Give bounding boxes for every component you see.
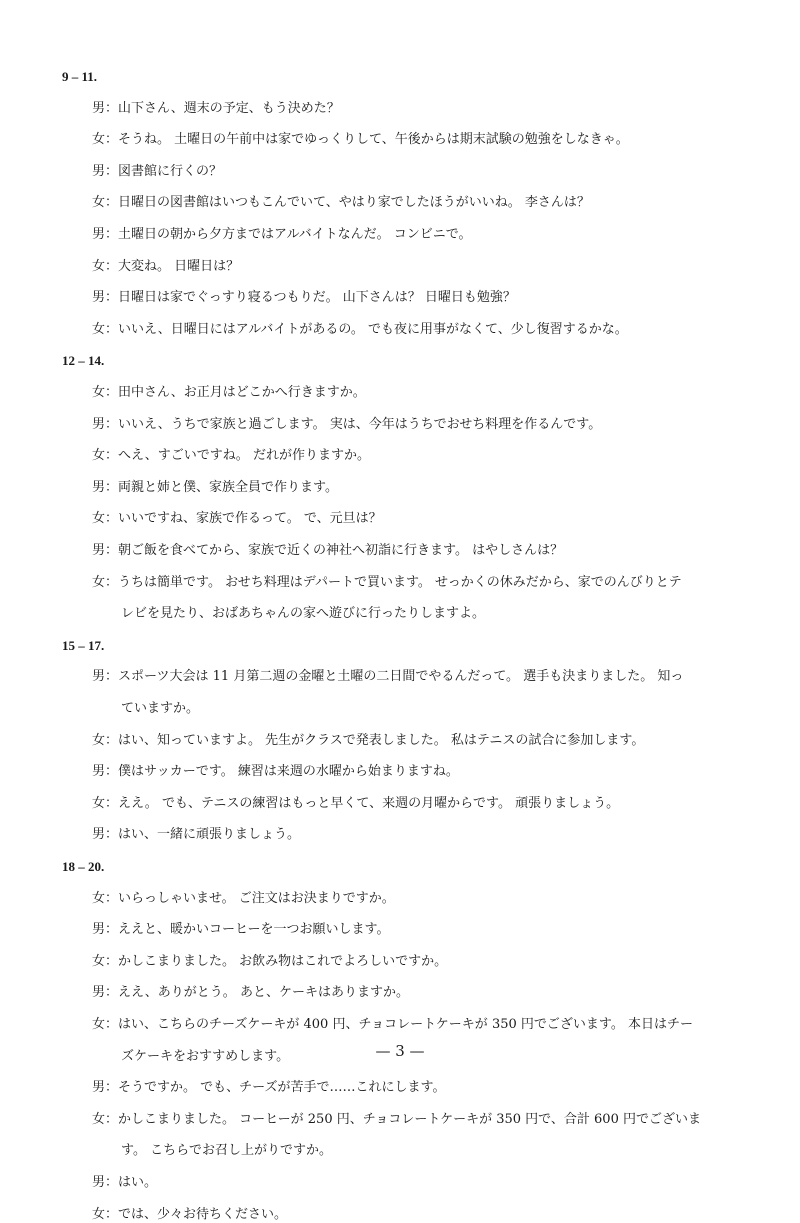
dialogue-line: [92, 1207, 752, 1223]
speaker-label: 男: [92, 479, 106, 495]
speaker-colon: ：: [105, 764, 119, 780]
speaker-label: 女: [92, 195, 106, 211]
speaker-colon: ：: [105, 890, 119, 906]
dialogue-line: [92, 132, 752, 148]
speaker-colon: ：: [105, 922, 119, 938]
speaker-label: 女: [92, 1017, 106, 1032]
speaker-label: 男: [92, 669, 106, 685]
speaker-colon: ：: [105, 732, 119, 748]
speaker-label: 女: [92, 1111, 106, 1127]
dialogue-line: [92, 1175, 752, 1191]
dialogue-text: ええ。 でも、テニスの練習はもっと早くて、来週の月曜からです。 頑張りましょう。: [118, 795, 620, 811]
dialogue-text: かしこまりました。 コーヒーが 250 円、チョコレートケーキが 350 円で、合計 600 円でございま: [118, 1111, 701, 1127]
speaker-colon: ：: [105, 511, 119, 527]
dialogue-line: [92, 195, 752, 211]
dialogue-text: そうですか。 でも、チーズが苦手で……これにします。: [118, 1080, 446, 1096]
speaker-colon: ：: [105, 385, 119, 400]
dialogue-text: へえ、すごいですね。 だれが作りますか。: [118, 448, 370, 464]
speaker-label: 女: [92, 795, 106, 811]
dialogue-line: [92, 1080, 752, 1096]
speaker-colon: ：: [105, 227, 119, 242]
dialogue-line: [92, 985, 752, 1001]
dialogue-line: [92, 891, 752, 907]
dialogue-continuation: ていますか。: [121, 701, 200, 716]
speaker-label: 男: [92, 290, 106, 306]
dialogue-line: [92, 259, 752, 275]
dialogue-text: 図書館に行くの？: [118, 163, 223, 179]
speaker-label: 女: [92, 511, 106, 527]
speaker-colon: ：: [105, 290, 119, 306]
speaker-label: 男: [92, 1080, 106, 1096]
speaker-colon: ：: [105, 132, 119, 148]
page-number: — 3 —: [375, 1042, 425, 1060]
speaker-label: 男: [92, 827, 106, 843]
dialogue-line: [92, 448, 752, 464]
speaker-colon: ：: [105, 448, 119, 464]
section-number: 15 – 17.: [62, 637, 105, 653]
dialogue-text: いいですね、家族で作るって。 で、元旦は？: [118, 511, 382, 527]
speaker-colon: ：: [105, 1017, 119, 1032]
dialogue-text: かしこまりました。 お飲み物はこれでよろしいですか。: [118, 953, 448, 969]
speaker-label: 男: [92, 543, 106, 558]
dialogue-line: [92, 543, 752, 559]
speaker-label: 男: [92, 227, 106, 242]
dialogue-text: 両親と姉と僕、家族全員で作ります。: [118, 479, 338, 495]
dialogue-line: [92, 480, 752, 496]
dialogue-line: [92, 827, 752, 843]
dialogue-line: [92, 733, 752, 749]
dialogue-line: [92, 417, 752, 433]
speaker-colon: ：: [105, 1111, 119, 1127]
speaker-label: 女: [92, 321, 106, 337]
speaker-label: 男: [92, 985, 106, 1001]
dialogue-text: はい、一緒に頑張りましょう。: [118, 827, 301, 843]
speaker-label: 女: [92, 132, 106, 148]
dialogue-text: 僕はサッカーです。 練習は来週の水曜から始まりますね。: [118, 764, 459, 780]
dialogue-text: 朝ご飯を食べてから、家族で近くの神社へ初詣に行きます。 はやしさんは？: [118, 543, 564, 558]
dialogue-continuation: レビを見たり、おばあちゃんの家へ遊びに行ったりしますよ。: [121, 606, 486, 622]
dialogue-line: [92, 1112, 752, 1128]
dialogue-line: [92, 669, 752, 685]
dialogue-line: [92, 290, 752, 306]
speaker-label: 女: [92, 953, 106, 969]
dialogue-text: ええと、暖かいコーヒーを一つお願いします。: [118, 922, 390, 938]
dialogue-text: いいえ、日曜日にはアルバイトがあるの。 でも夜に用事がなくて、少し復習するかな。: [118, 321, 628, 337]
speaker-colon: ：: [105, 195, 119, 211]
dialogue-line: [92, 796, 752, 812]
speaker-colon: ：: [105, 795, 119, 811]
dialogue-text: 土曜日の朝から夕方まではアルバイトなんだ。 コンビニで。: [118, 227, 472, 242]
speaker-label: 女: [92, 1206, 106, 1222]
dialogue-text: 田中さん、お正月はどこかへ行きますか。: [118, 385, 366, 400]
speaker-label: 男: [92, 163, 106, 179]
dialogue-text: スポーツ大会は 11 月第二週の金曜と土曜の二日間でやるんだって。 選手も決まりました。 知っ: [118, 669, 684, 685]
speaker-label: 女: [92, 574, 106, 590]
speaker-colon: ：: [105, 100, 119, 116]
speaker-label: 女: [92, 890, 106, 906]
speaker-colon: ：: [105, 416, 119, 432]
dialogue-line: [92, 922, 752, 938]
dialogue-text: そうね。 土曜日の午前中は家でゆっくりして、午後からは期末試験の勉強をしなきゃ。: [118, 132, 629, 148]
dialogue-line: [92, 575, 752, 591]
speaker-colon: ：: [105, 258, 119, 274]
speaker-colon: ：: [105, 1175, 119, 1190]
speaker-label: 女: [92, 448, 106, 464]
dialogue-text: ええ、ありがとう。 あと、ケーキはありますか。: [118, 985, 409, 1001]
dialogue-line: [92, 511, 752, 527]
speaker-colon: ：: [105, 574, 119, 590]
dialogue-continuation: す。 こちらでお召し上がりですか。: [121, 1143, 332, 1159]
speaker-label: 女: [92, 258, 106, 274]
speaker-label: 男: [92, 416, 106, 432]
dialogue-line: [92, 322, 752, 338]
speaker-label: 女: [92, 732, 106, 748]
dialogue-text: はい、知っていますよ。 先生がクラスで発表しました。 私はテニスの試合に参加します。: [118, 732, 645, 748]
speaker-label: 男: [92, 100, 106, 116]
dialogue-line: [92, 1017, 752, 1033]
dialogue-text: いいえ、うちで家族と過ごします。 実は、今年はうちでおせち料理を作るんです。: [118, 416, 602, 432]
speaker-colon: ：: [105, 1080, 119, 1096]
section-number: 12 – 14.: [62, 353, 105, 369]
speaker-label: 女: [92, 385, 106, 400]
dialogue-text: いらっしゃいませ。 ご注文はお決まりですか。: [118, 890, 395, 906]
dialogue-line: [92, 954, 752, 970]
speaker-colon: ：: [105, 953, 119, 969]
dialogue-text: はい、こちらのチーズケーキが 400 円、チョコレートケーキが 350 円でございます。 本日はチー: [118, 1017, 693, 1032]
dialogue-text: 大変ね。 日曜日は？: [118, 258, 240, 274]
speaker-colon: ：: [105, 543, 119, 558]
dialogue-line: [92, 227, 752, 243]
speaker-colon: ：: [105, 827, 119, 843]
section-number: 9 – 11.: [62, 69, 98, 84]
speaker-colon: ：: [105, 1206, 119, 1222]
dialogue-text: うちは簡単です。 おせち料理はデパートで買います。 せっかくの休みだから、家でのんびりとテ: [118, 574, 682, 590]
dialogue-line: [92, 385, 752, 401]
dialogue-text: はい。: [118, 1175, 158, 1190]
speaker-colon: ：: [105, 163, 119, 179]
speaker-label: 男: [92, 922, 106, 938]
speaker-colon: ：: [105, 985, 119, 1001]
dialogue-text: 日曜日は家でぐっすり寝るつもりだ。 山下さんは？ 日曜日も勉強？: [118, 290, 516, 306]
speaker-label: 男: [92, 1175, 106, 1190]
speaker-colon: ：: [105, 321, 119, 337]
speaker-colon: ：: [105, 669, 119, 685]
dialogue-line: [92, 101, 752, 117]
dialogue-text: 日曜日の図書館はいつもこんでいて、やはり家でしたほうがいいね。 李さんは？: [118, 195, 590, 211]
dialogue-text: 山下さん、週末の予定、もう決めた？: [118, 100, 340, 116]
section-number: 18 – 20.: [62, 859, 105, 874]
dialogue-text: では、少々お待ちください。: [118, 1206, 288, 1222]
dialogue-line: [92, 164, 752, 180]
dialogue-line: [92, 764, 752, 780]
speaker-colon: ：: [105, 479, 119, 495]
dialogue-continuation: ズケーキをおすすめします。: [121, 1048, 290, 1064]
speaker-label: 男: [92, 764, 106, 780]
